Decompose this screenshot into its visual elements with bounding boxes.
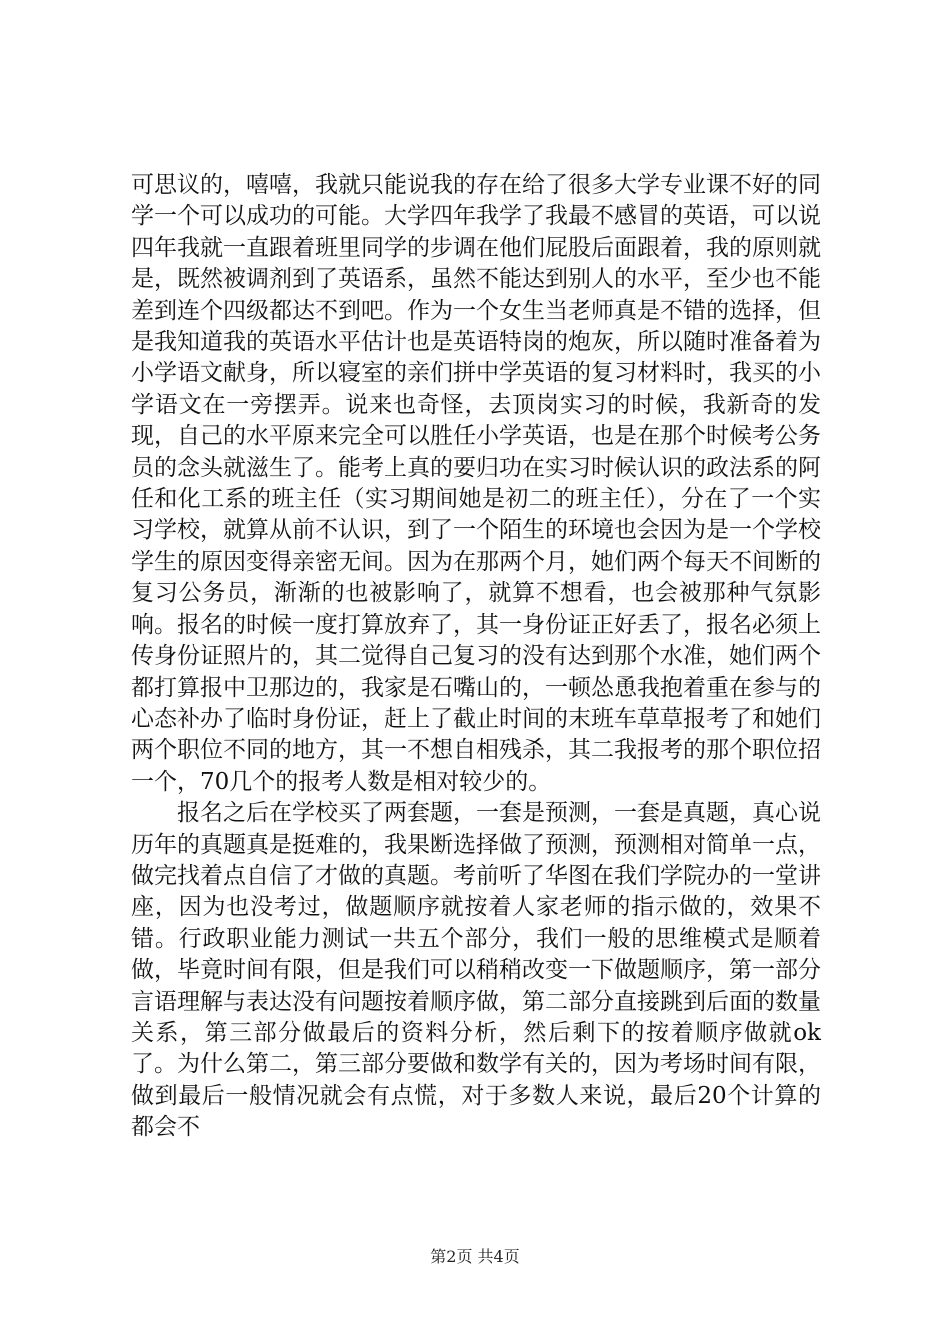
document-body bbox=[131, 170, 821, 1144]
page-footer: 第2页 共4页 bbox=[430, 1247, 520, 1266]
paragraph-1: 可思议的，嘻嘻，我就只能说我的存在给了很多大学专业课不好的同学一个可以成功的可能。大学四年我学了我最不感冒的英语，可以说四年我就一直跟着班里同学的步调在他们屁股后面跟着，我的原则就是，既然被调剂到了英语系，虽然不能达到别人的水平，至少也不能差到连个四级都达不到吧。作为一个女生当老师真是不错的选择，但是我知道我的英语水平估计也是英语特岗的炮灰，所以随时准备着为小学语文献身，所以寝室的亲们拼中学英语的复习材料时，我买的小学语文在一旁摆弄。说来也奇怪，去顶岗实习的时候，我新奇的发现，自己的水平原来完全可以胜任小学英语，也是在那个时候考公务员的念头就滋生了。能考上真的要归功在实习时候认识的政法系的阿任和化工系的班主任（实习期间她是初二的班主任），分在了一个实习学校，就算从前不认识，到了一个陌生的环境也会因为是一个学校学生的原因变得亲密无间。因为在那两个月，她们两个每天不间断的复习公务员，渐渐的也被影响了，就算不想看，也会被那种气氛影响。报名的时候一度打算放弃了，其一身份证正好丢了，报名必须上传身份证照片的，其二觉得自己复习的没有达到那个水准，她们两个都打算报中卫那边的，我家是石嘴山的，一顿怂恿我抱着重在参与的心态补办了临时身份证，赶上了截止时间的末班车草草报考了和她们两个职位不同的地方，其一不想自相残杀，其二我报考的那个职位招一个，70几个的报考人数是相对较少的。 bbox=[131, 172, 821, 795]
paragraph-2: 报名之后在学校买了两套题，一套是预测，一套是真题，真心说历年的真题真是挺难的，我果断选择做了预测，预测相对简单一点，做完找着点自信了才做的真题。考前听了华图在我们学院办的一堂讲座，因为也没考过，做题顺序就按着人家老师的指示做的，效果不错。行政职业能力测试一共五个部分，我们一般的思维模式是顺着做，毕竟时间有限，但是我们可以稍稍改变一下做题顺序，第一部分言语理解与表达没有问题按着顺序做，第二部分直接跳到后面的数量关系，第三部分做最后的资料分析，然后剩下的按着顺序做就ok了。为什么第二，第三部分要做和数学有关的，因为考场时间有限，做到最后一般情况就会有点慌，对于多数人来说，最后20个计算的都会不 bbox=[131, 800, 821, 1141]
